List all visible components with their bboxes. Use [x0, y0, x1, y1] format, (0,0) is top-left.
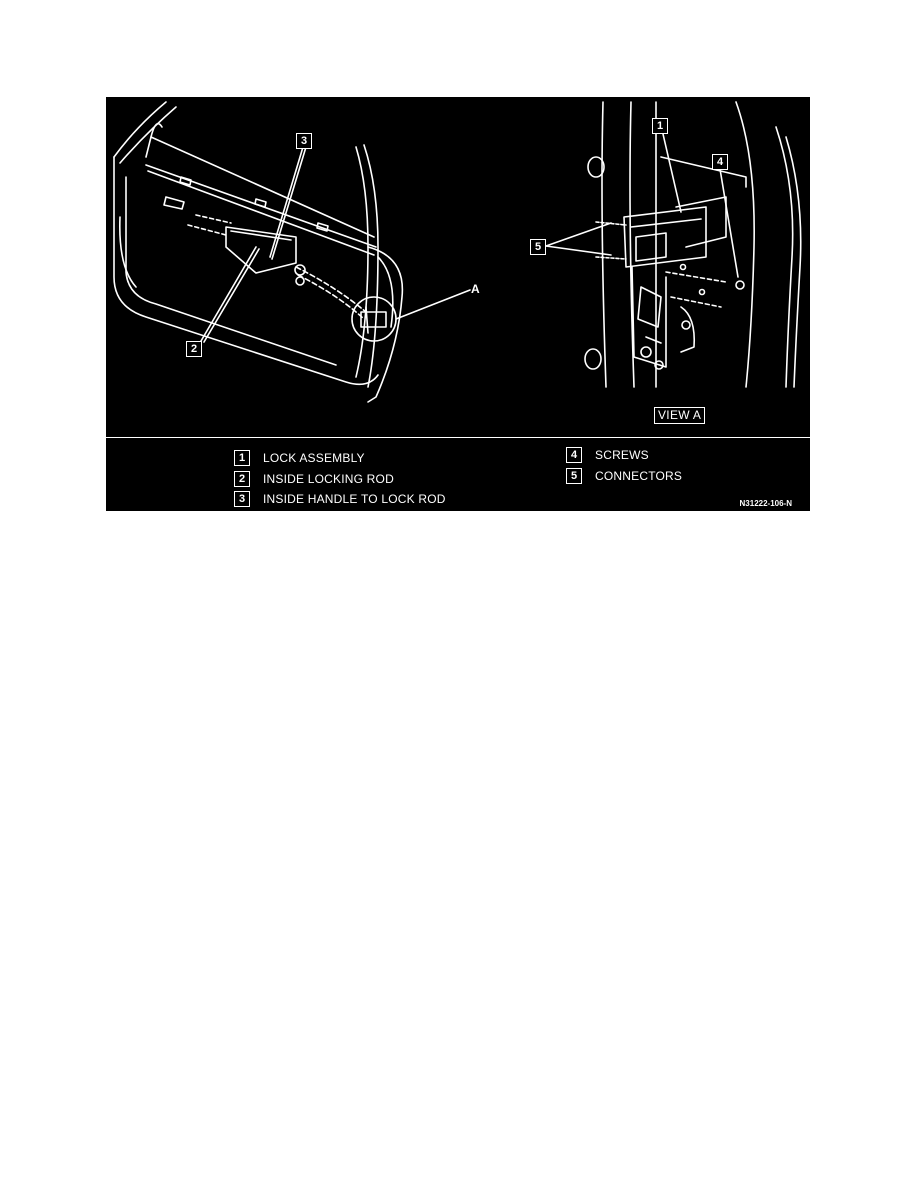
callout-5: 5 — [530, 239, 546, 255]
legend-number: 1 — [234, 450, 250, 466]
legend-item-2 — [234, 471, 394, 487]
legend-item-5 — [566, 468, 682, 484]
legend-divider — [106, 437, 810, 438]
diagram-artwork — [106, 97, 810, 437]
callout-3: 3 — [296, 133, 312, 149]
view-a-label: VIEW A — [654, 407, 705, 424]
callout-2: 2 — [186, 341, 202, 357]
legend-item-3 — [234, 491, 446, 507]
view-a-illustration — [585, 102, 801, 387]
left-leader-lines — [201, 147, 470, 342]
door-panel-illustration — [114, 102, 402, 402]
legend-number: 5 — [566, 468, 582, 484]
legend-text: CONNECTORS — [595, 469, 683, 483]
right-leader-lines — [546, 134, 738, 277]
legend-number: 3 — [234, 491, 250, 507]
callout-4: 4 — [712, 154, 728, 170]
callout-1: 1 — [652, 118, 668, 134]
legend-item-1 — [234, 450, 365, 466]
legend-number: 4 — [566, 447, 582, 463]
legend-text: SCREWS — [595, 448, 649, 462]
legend-item-4 — [566, 447, 649, 463]
figure-id: N31222-106-N — [739, 499, 792, 508]
detail-letter-a: A — [471, 282, 480, 296]
legend-text: LOCK ASSEMBLY — [263, 451, 365, 465]
legend-text: INSIDE LOCKING ROD — [263, 472, 394, 486]
legend-number: 2 — [234, 471, 250, 487]
door-lock-diagram — [106, 97, 810, 511]
legend-text: INSIDE HANDLE TO LOCK ROD — [263, 492, 446, 506]
